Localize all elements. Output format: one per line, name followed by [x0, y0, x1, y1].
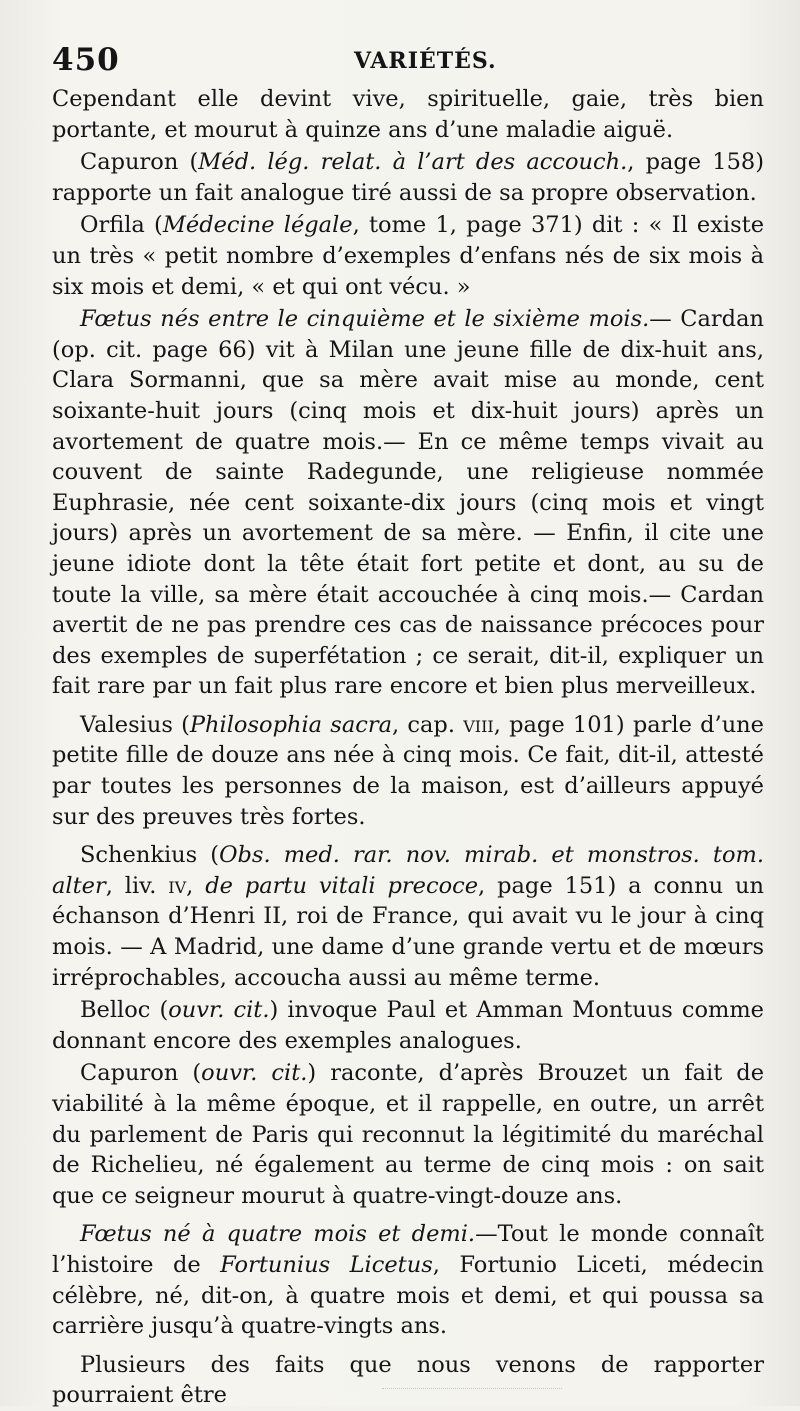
italic-text: ouvr. cit. [168, 997, 270, 1024]
text-segment: ) raconte, d’après Brouzet un fait de viabilité à la même époque, et il rappelle, en outre, un arrêt du parlement de Paris qui reconnut la légitimité du maréchal de Richelieu, né également au terme de cinq mois : on sait que ce seigneur mourut à quatre-vingt-douze ans. [52, 1060, 765, 1209]
italic-text: Philosophia sacra [189, 711, 393, 738]
paragraph [52, 710, 764, 832]
paragraph [52, 1058, 764, 1211]
text-segment: viii [463, 711, 494, 738]
paragraph [52, 1219, 764, 1341]
page-number: 450 [52, 42, 120, 78]
text-segment: — Cardan (op. cit. page 66) vit à Milan une jeune fille de dix-huit ans, Clara Sormanni, que sa mère avait mise au monde, cent soixante-huit jours (cinq mois et dix-huit jours) après un avortement de quatre mois.— En ce même temps vivait au couvent de sainte Radegunde, une religieuse nommée Euphrasie, née cent soixante-dix jours (cinq mois et vingt jours) après un avortement de sa mère. — Enfin, il cite une jeune idiote dont la tête était fort petite et dont, au su de toute la ville, sa mère était accouchée à cinq mois.— Cardan avertit de ne pas prendre ces cas de naissance précoces pour des exemples de superfétation ; ce serait, dit-il, expliquer un fait rare par un fait plus rare encore et bien plus merveilleux. [52, 306, 764, 700]
text-segment: Valesius ( [80, 711, 190, 738]
text-segment: Capuron ( [80, 1060, 202, 1087]
text-segment: , page 101) parle d’une petite fille de douze ans née à cinq mois. Ce fait, dit-il, attesté par toutes les personnes de la maison, est d’ailleurs appuyé sur des preuves très fortes. [52, 711, 764, 830]
text-segment: , [186, 872, 206, 899]
text-segment: Orfila ( [80, 212, 163, 239]
text-segment: , liv. [105, 872, 169, 899]
text-segment: Schenkius ( [80, 842, 220, 869]
italic-text: ouvr. cit. [201, 1060, 308, 1087]
body-text [52, 84, 764, 1411]
text-segment: , cap. [392, 711, 464, 738]
paragraph [52, 995, 764, 1056]
text-segment: , page 158) rapporte un fait analogue tiré aussi de sa propre observation. [52, 149, 765, 206]
paragraph [52, 304, 764, 702]
paragraph [52, 210, 764, 302]
italic-text: Obs. med. rar. nov. mirab. et monstros. tom. alter [52, 842, 764, 899]
page-header [52, 42, 764, 78]
text-segment: , tome 1, page 371) dit : « Il existe un très « petit nombre d’exemples d’enfans nés de six mois à six mois et demi, « et qui ont vécu. » [52, 212, 765, 300]
text-segment: Cependant elle devint vive, spirituelle, gaie, très bien portante, et mourut à quinze ans d’une maladie aiguë. [52, 86, 764, 143]
italic-text: Fœtus nés entre le cinquième et le sixième mois. [80, 306, 650, 333]
paragraph [52, 84, 764, 145]
paragraph [52, 840, 764, 993]
text-segment: ) invoque Paul et Amman Montuus comme donnant encore des exemples analogues. [52, 997, 764, 1054]
italic-text: Fœtus né à quatre mois et demi. [80, 1221, 476, 1248]
text-segment: iv [168, 872, 187, 899]
text-segment: —Tout le monde connaît l’histoire de [52, 1221, 764, 1278]
paragraph [52, 147, 764, 208]
text-segment: , page 151) a connu un échanson d’Henri II, roi de France, qui avait vu le jour à cinq mois. — A Madrid, une dame d’une grande vertu et de mœurs irréprochables, accoucha aussi au même terme. [52, 872, 764, 991]
italic-text: Fortunius Licetus [220, 1251, 433, 1278]
text-segment: , Fortunio Liceti, médecin célèbre, né, dit-on, à quatre mois et demi, et qui poussa sa carrière jusqu’à quatre-vingts ans. [52, 1251, 764, 1340]
page-bottom-rule [382, 1378, 562, 1389]
text-segment: Plusieurs des faits que nous venons de rapporter pourraient être [52, 1351, 764, 1409]
italic-text: de partu vitali precoce [205, 872, 479, 899]
text-segment: Capuron ( [80, 149, 199, 176]
italic-text: Médecine légale [162, 212, 353, 239]
text-segment: Belloc ( [80, 997, 169, 1024]
italic-text: Méd. lég. relat. à l’art des accouch. [198, 149, 628, 176]
running-head: VARIÉTÉS. [354, 48, 497, 74]
